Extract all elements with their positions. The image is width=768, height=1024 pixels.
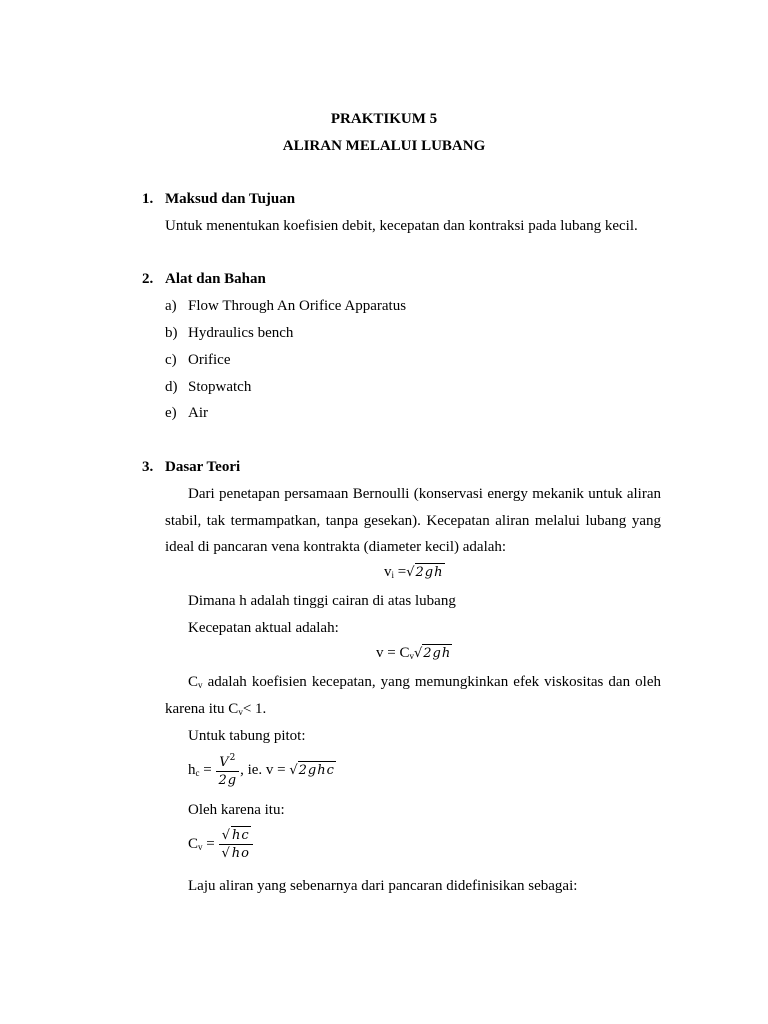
equation-ideal-velocity: [384, 565, 445, 580]
square-root: [289, 763, 336, 778]
page-title: PRAKTIKUM 5: [330, 111, 438, 127]
square-root: [222, 829, 251, 842]
list-item: Air: [188, 405, 208, 421]
list-item: Stopwatch: [188, 379, 252, 395]
list-item-marker: e): [165, 405, 177, 421]
square-root: [414, 646, 452, 661]
paragraph-line: Dari penetapan persamaan Bernoulli (konservasi energy mekanik untuk aliran: [188, 486, 661, 502]
section-2-number: 2.: [142, 271, 154, 287]
cv-symbol: C: [188, 674, 199, 690]
eq-symbol: v = C: [376, 645, 410, 661]
list-item: Flow Through An Orifice Apparatus: [188, 298, 407, 314]
exponent: 2: [229, 753, 237, 763]
eq-symbol: C: [188, 835, 199, 852]
list-item-marker: c): [165, 352, 177, 368]
section-3-number: 3.: [142, 459, 154, 475]
fraction: [216, 754, 239, 787]
radicand: 2gh: [423, 646, 452, 661]
radical-sign-icon: √: [221, 846, 231, 861]
eq-subscript: v: [409, 651, 414, 661]
paragraph-line: stabil, tak termampatkan, tanpa gesekan). Kecepatan aliran melalui lubang yang: [165, 513, 661, 529]
eq-symbol: v: [384, 564, 392, 580]
paragraph-line: [188, 675, 661, 690]
section-1-number: 1.: [142, 191, 154, 207]
paragraph-line: Dimana h adalah tinggi cairan di atas lubang: [188, 593, 456, 609]
eq-operator: =: [202, 835, 219, 852]
section-1-body: Untuk menentukan koefisien debit, kecepatan dan kontraksi pada lubang kecil.: [165, 218, 638, 234]
radicand: ho: [231, 846, 250, 861]
fraction-numerator: [216, 754, 239, 772]
radical-sign-icon: √: [413, 646, 423, 661]
section-3-heading: Dasar Teori: [165, 459, 241, 475]
radicand: 2ghc: [298, 762, 335, 778]
list-item-marker: a): [165, 298, 177, 314]
equation-actual-velocity: [376, 646, 452, 661]
fraction-denominator: [219, 845, 253, 860]
radical-sign-icon: √: [221, 828, 232, 843]
radicand: 2gh: [415, 565, 444, 580]
eq-operator: =: [199, 761, 216, 778]
paragraph-line: Laju aliran yang sebenarnya dari pancaran didefinisikan sebagai:: [188, 878, 578, 894]
fraction-numerator: [219, 829, 253, 845]
radical-sign-icon: √: [289, 762, 298, 778]
paragraph-line: [165, 702, 266, 717]
square-root: [406, 565, 444, 580]
section-1-heading: Maksud dan Tujuan: [165, 191, 296, 207]
square-root: [221, 847, 251, 860]
equation-velocity-coefficient: [188, 829, 254, 860]
list-item-marker: b): [165, 325, 178, 341]
paragraph-line: ideal di pancaran vena kontrakta (diameter kecil) adalah:: [165, 539, 507, 555]
list-item: Hydraulics bench: [188, 325, 294, 341]
paragraph-line: Kecepatan aktual adalah:: [188, 620, 339, 636]
cv-text: adalah koefisien kecepatan, yang memungkinkan efek viskositas dan oleh: [202, 674, 661, 690]
eq-subscript: c: [195, 767, 200, 778]
eq-subscript: v: [198, 841, 203, 852]
cv-subscript: v: [238, 707, 243, 717]
numerator-symbol: V: [219, 755, 230, 770]
cv-text: < 1.: [242, 701, 267, 717]
eq-text: , ie. v =: [240, 761, 290, 778]
radicand: hc: [232, 828, 250, 843]
eq-operator: =: [394, 564, 407, 580]
radical-sign-icon: √: [406, 565, 415, 580]
paragraph-line: Untuk tabung pitot:: [188, 728, 306, 744]
fraction: [219, 829, 253, 860]
paragraph-line: Oleh karena itu:: [188, 802, 285, 818]
list-item: Orifice: [188, 352, 231, 368]
cv-subscript: v: [198, 680, 203, 690]
eq-symbol: h: [188, 761, 196, 778]
page-subtitle: ALIRAN MELALUI LUBANG: [282, 138, 486, 154]
section-2-heading: Alat dan Bahan: [165, 271, 266, 287]
fraction-denominator: 2g: [218, 773, 238, 788]
eq-subscript: i: [391, 570, 395, 580]
cv-text: karena itu C: [165, 701, 239, 717]
equation-pitot: [188, 754, 336, 787]
list-item-marker: d): [165, 379, 178, 395]
